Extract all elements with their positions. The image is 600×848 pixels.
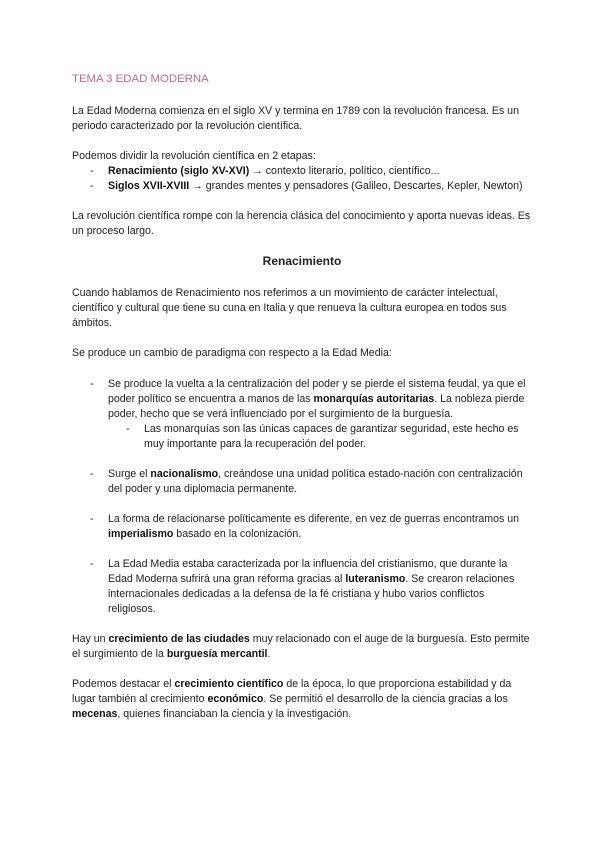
sub-list-item: - Las monarquías son las únicas capaces de garantizar seguridad, este hecho es muy importante para la recuperación del poder.	[72, 422, 532, 452]
etapa-label: Siglos XVII-XVIII	[108, 180, 190, 192]
paragraph-text: Hay un	[72, 633, 109, 645]
paragraph-bold: crecimiento científico	[174, 678, 284, 690]
list-item	[72, 512, 532, 542]
paragraph-bold: económico	[207, 693, 264, 705]
cientifico-paragraph	[72, 677, 532, 722]
paragraph-bold: mecenas	[72, 708, 118, 720]
ciudades-paragraph	[72, 632, 532, 662]
list-bold: nacionalismo	[150, 468, 219, 480]
list-text: Se produce la vuelta a la centralización del poder y se pierde el sistema feudal, ya que el poder político se encuentra a manos de las	[108, 378, 526, 405]
list-text: Surge el	[108, 468, 151, 480]
revolucion-paragraph: La revolución científica rompe con la herencia clásica del conocimiento y aporta nuevas ideas. Es un proceso largo.	[72, 210, 531, 237]
paragraph-text: .	[267, 648, 271, 660]
paragraph-text: Podemos destacar el	[72, 678, 175, 690]
list-text: , creándose una unidad política estado-nación con centralización del poder y una diplomacia permanente.	[108, 468, 523, 495]
list-text: . La nobleza pierde poder, hecho que se verá influenciado por el surgimiento de la burguesía.	[108, 393, 525, 420]
etapas-intro: Podemos dividir la revolución científica en 2 etapas:	[72, 150, 316, 162]
etapa-text: → contexto literario, político, científico...	[249, 165, 440, 177]
list-item	[72, 377, 532, 452]
list-item	[72, 557, 532, 617]
list-item	[72, 164, 532, 179]
etapas-list	[72, 164, 532, 194]
renacimiento-paragraph: Cuando hablamos de Renacimiento nos referimos a un movimiento de carácter intelectual, científico y cultural que tiene su cuna en Italia y que renueva la cultura europea en todos sus ámbitos.	[72, 287, 507, 329]
document-title: TEMA 3 EDAD MODERNA	[72, 73, 209, 85]
list-text: . Se crearon relaciones internacionales dedicadas a la defensa de la fé cristiana y hubo varios conflictos religiosos.	[108, 573, 515, 615]
sub-list	[108, 422, 532, 452]
paragraph-text: muy relacionado con el auge de la burguesía. Esto permite el surgimiento de la	[72, 633, 530, 660]
paragraph-text: . Se permitió el desarrollo de la ciencia gracias a los	[263, 693, 508, 705]
section-heading: Renacimiento	[262, 254, 342, 268]
list-bold: monarquías autoritarias	[313, 393, 435, 405]
paragraph-text: , quienes financiaban la ciencia y la investigación.	[117, 708, 352, 720]
etapa-label: Renacimiento (siglo XV-XVI)	[108, 165, 250, 177]
list-item	[72, 467, 532, 497]
list-bold: imperialismo	[108, 528, 174, 540]
etapa-text: → grandes mentes y pensadores (Galileo, Descartes, Kepler, Newton)	[189, 180, 523, 192]
paragraph-bold: crecimiento de las ciudades	[108, 633, 250, 645]
list-text: La Edad Media estaba caracterizada por la influencia del cristianismo, que durante la Edad Moderna sufrirá una gran reforma gracias al	[108, 558, 508, 585]
list-text: La forma de relacionarse políticamente es diferente, en vez de guerras encontramos un	[108, 513, 520, 525]
paradigma-paragraph: Se produce un cambio de paradigma con respecto a la Edad Media:	[72, 347, 392, 359]
intro-paragraph: La Edad Moderna comienza en el siglo XV y termina en 1789 con la revolución francesa. Es un periodo caracterizado por la revolución científica.	[72, 105, 519, 132]
list-text: basado en la colonización.	[173, 528, 302, 540]
paradigma-list	[72, 361, 532, 617]
paragraph-text: de la época, lo que proporciona estabilidad y da lugar también al crecimiento	[72, 678, 512, 705]
list-item	[72, 179, 532, 194]
document-page	[72, 72, 532, 737]
list-bold: luteranismo	[345, 573, 406, 585]
paragraph-bold: burguesía mercantil	[166, 648, 268, 660]
